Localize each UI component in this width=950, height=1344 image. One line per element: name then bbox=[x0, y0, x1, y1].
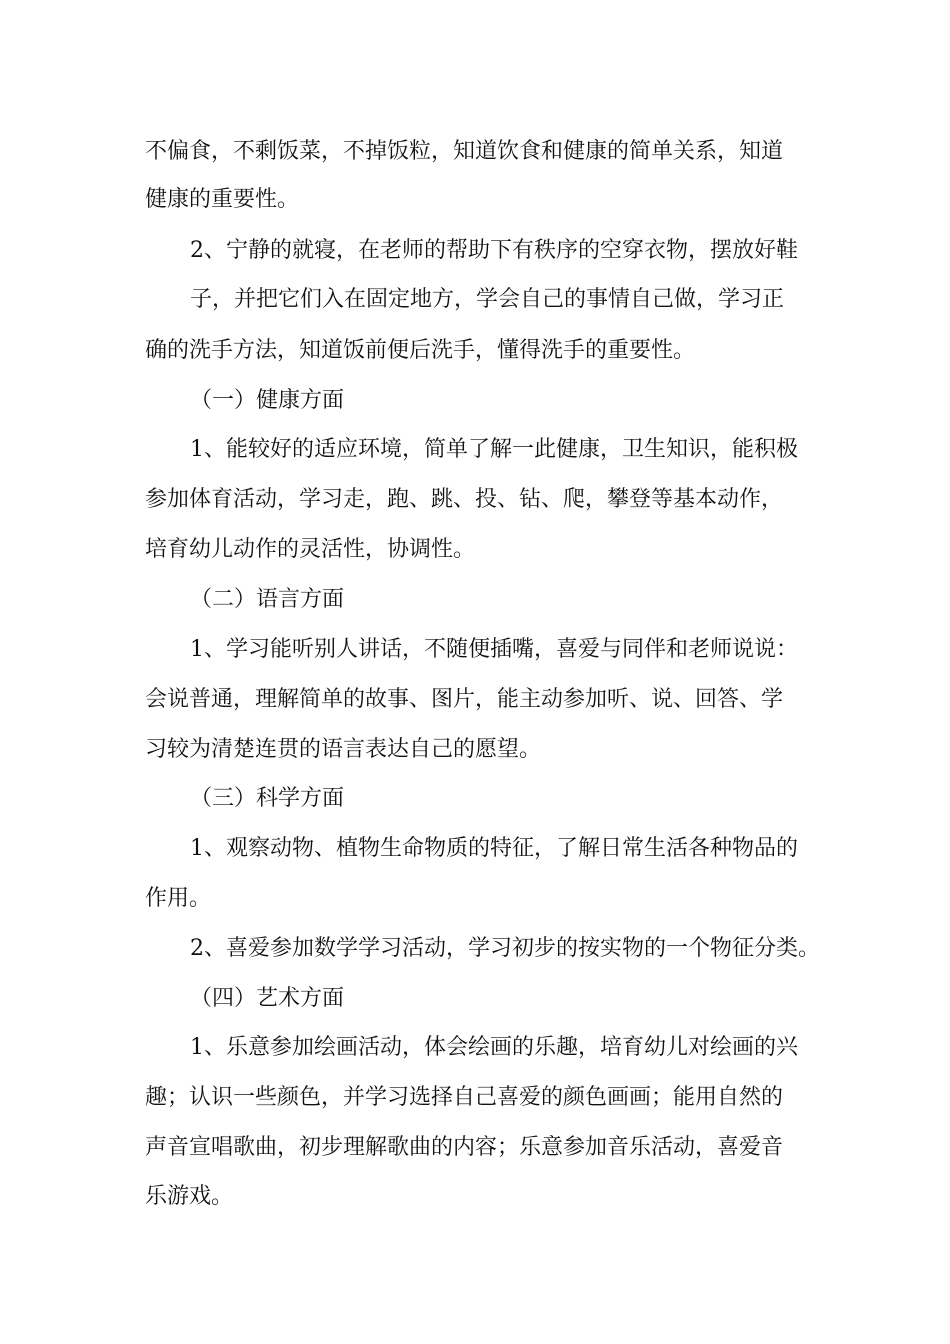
body-text-line: 习较为清楚连贯的语言表达自己的愿望。 bbox=[145, 737, 542, 762]
body-text-line: 2、喜爱参加数学学习活动，学习初步的按实物的一个物征分类。 bbox=[190, 936, 820, 961]
body-text-line: 声音宣唱歌曲，初步理解歌曲的内容；乐意参加音乐活动，喜爱音 bbox=[145, 1135, 784, 1160]
body-text-line: 2、宁静的就寝，在老师的帮助下有秩序的空穿衣物，摆放好鞋 bbox=[190, 238, 798, 263]
body-text-line: 乐游戏。 bbox=[145, 1184, 234, 1209]
section-heading-health: （一）健康方面 bbox=[190, 388, 345, 413]
body-text-line: 确的洗手方法，知道饭前便后洗手，懂得洗手的重要性。 bbox=[145, 338, 696, 363]
body-text-line: 趣；认识一些颜色，并学习选择自己喜爱的颜色画画；能用自然的 bbox=[145, 1085, 784, 1110]
body-text-line: 1、观察动物、植物生命物质的特征，了解日常生活各种物品的 bbox=[190, 836, 798, 861]
body-text-line: 子，并把它们入在固定地方，学会自己的事情自己做，学习正 bbox=[190, 287, 785, 312]
body-text-line: 1、能较好的适应环境，简单了解一此健康，卫生知识，能积极 bbox=[190, 437, 798, 462]
section-heading-art: （四）艺术方面 bbox=[190, 986, 345, 1011]
section-heading-language: （二）语言方面 bbox=[190, 587, 345, 612]
body-text-line: 作用。 bbox=[145, 886, 212, 911]
body-text-line: 培育幼儿动作的灵活性，协调性。 bbox=[145, 537, 476, 562]
body-text-line: 健康的重要性。 bbox=[145, 187, 300, 212]
body-text-line: 会说普通，理解简单的故事、图片，能主动参加听、说、回答、学 bbox=[145, 687, 784, 712]
body-text-line: 1、学习能听别人讲话，不随便插嘴，喜爱与同伴和老师说说： bbox=[190, 637, 798, 662]
body-text-line: 不偏食，不剩饭菜，不掉饭粒，知道饮食和健康的简单关系，知道 bbox=[145, 139, 784, 164]
section-heading-science: （三）科学方面 bbox=[190, 786, 345, 811]
body-text-line: 1、乐意参加绘画活动，体会绘画的乐趣，培育幼儿对绘画的兴 bbox=[190, 1035, 798, 1060]
body-text-line: 参加体育活动，学习走，跑、跳、投、钻、爬，攀登等基本动作， bbox=[145, 487, 784, 512]
